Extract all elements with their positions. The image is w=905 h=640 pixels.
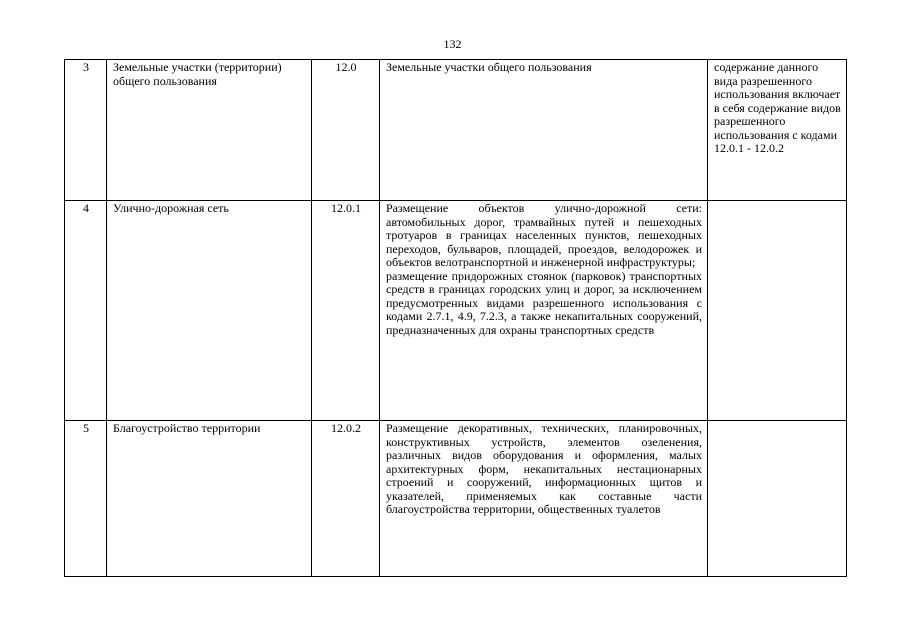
- land-use-name: Земельные участки (территории) общего пользования: [107, 60, 312, 201]
- land-use-description: [380, 60, 708, 201]
- land-use-table: [64, 59, 847, 577]
- description-paragraph: Земельные участки общего пользования: [386, 60, 592, 74]
- land-use-description: [380, 201, 708, 421]
- land-use-name: Благоустройство территории: [107, 421, 312, 577]
- table-row: [65, 60, 847, 201]
- row-number: 4: [65, 201, 107, 421]
- description-paragraph: Размещение декоративных, технических, планировочных, конструктивных устройств, элементов озеленения, различных видов оборудования и оформления, малых архитектурных форм, некапитальных нестационарных строений и сооружений, информационных щитов и указателей, применяемых как составные части благоустройства территории, общественных туалетов: [386, 421, 702, 516]
- page-number: 132: [443, 37, 462, 51]
- land-use-note: [708, 201, 847, 421]
- row-number: 3: [65, 60, 107, 201]
- description-paragraph: размещение придорожных стоянок (парковок) транспортных средств в границах городских улиц и дорог, за исключением предусмотренных видами разрешенного использования с кодами 2.7.1, 4.9, 7.2.3, а также некапитальных сооружений, предназначенных для охраны транспортных средств: [386, 268, 702, 337]
- table-row: [65, 201, 847, 421]
- land-use-code: 12.0.1: [312, 201, 380, 421]
- land-use-note: [708, 421, 847, 577]
- description-paragraph: Размещение объектов улично-дорожной сети: автомобильных дорог, трамвайных путей и пешеходных тротуаров в границах населенных пунктов, пешеходных переходов, бульваров, площадей, проездов, велодорожек и объектов велотранспортной и инженерной инфраструктуры;: [386, 201, 702, 269]
- row-number: 5: [65, 421, 107, 577]
- land-use-code: 12.0: [312, 60, 380, 201]
- table-row: [65, 421, 847, 577]
- land-use-note: содержание данного вида разрешенного использования включает в себя содержание видов разрешенного использования с кодами 12.0.1 - 12.0.2: [708, 60, 847, 201]
- land-use-code: 12.0.2: [312, 421, 380, 577]
- land-use-name: Улично-дорожная сеть: [107, 201, 312, 421]
- land-use-description: [380, 421, 708, 577]
